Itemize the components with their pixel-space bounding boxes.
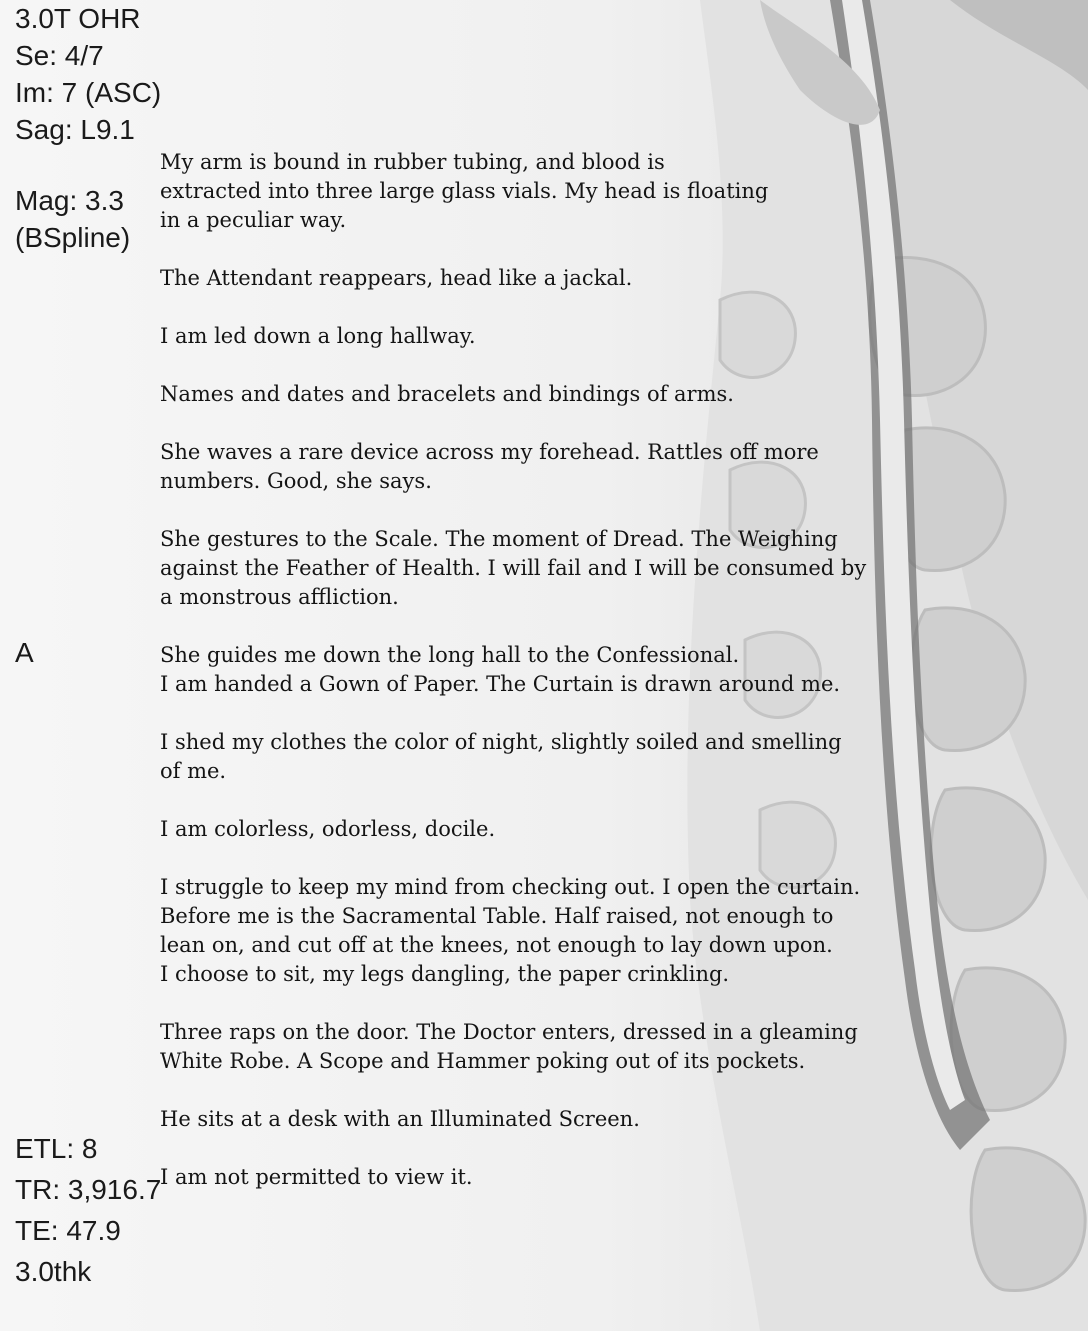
- poem-line: She waves a rare device across my forehead. Rattles off more: [160, 440, 819, 464]
- poem-stanza: [160, 264, 880, 293]
- poem-line: of me.: [160, 759, 227, 783]
- mri-series: Se: 4/7: [15, 40, 104, 71]
- poem-line: Three raps on the door. The Doctor enters, dressed in a gleaming: [160, 1020, 858, 1044]
- poem-stanza: [160, 525, 880, 612]
- poem-stanza: [160, 815, 880, 844]
- poem-stanza: [160, 438, 880, 496]
- mri-orientation-marker: A: [15, 637, 34, 668]
- poem-line: in a peculiar way.: [160, 208, 347, 232]
- poem-stanza: [160, 1018, 880, 1076]
- poem-line: I choose to sit, my legs dangling, the paper crinkling.: [160, 962, 730, 986]
- poem-line: She gestures to the Scale. The moment of Dread. The Weighing: [160, 527, 838, 551]
- poem-line: I struggle to keep my mind from checking out. I open the curtain.: [160, 875, 861, 899]
- mri-etl: ETL: 8: [15, 1133, 98, 1164]
- poem-stanza: [160, 873, 880, 989]
- mri-te: TE: 47.9: [15, 1215, 121, 1246]
- poem-line: Names and dates and bracelets and bindings of arms.: [160, 382, 734, 406]
- poem-line: I am not permitted to view it.: [160, 1165, 473, 1189]
- poem-line: He sits at a desk with an Illuminated Screen.: [160, 1107, 640, 1131]
- poem-line: Before me is the Sacramental Table. Half raised, not enough to: [160, 904, 834, 928]
- poem-line: White Robe. A Scope and Hammer poking out of its pockets.: [160, 1049, 806, 1073]
- mri-magnification: Mag: 3.3: [15, 185, 124, 216]
- mri-magnification-info: [15, 182, 130, 256]
- poem-line: extracted into three large glass vials. My head is floating: [160, 179, 769, 203]
- poem-line: I shed my clothes the color of night, slightly soiled and smelling: [160, 730, 842, 754]
- poem-stanza: [160, 322, 880, 351]
- mri-acquisition-info: [15, 0, 161, 148]
- poem-line: numbers. Good, she says.: [160, 469, 432, 493]
- poem-line: against the Feather of Health. I will fail and I will be consumed by: [160, 556, 867, 580]
- mri-interpolation: (BSpline): [15, 222, 131, 253]
- poem-stanza: [160, 641, 880, 699]
- poem-stanza: [160, 148, 880, 235]
- poem-line: She guides me down the long hall to the Confessional.: [160, 643, 740, 667]
- mri-sagittal-position: Sag: L9.1: [15, 114, 135, 145]
- poem-stanza: [160, 728, 880, 786]
- poem-line: a monstrous affliction.: [160, 585, 399, 609]
- poem-line: I am handed a Gown of Paper. The Curtain is drawn around me.: [160, 672, 841, 696]
- poem-line: The Attendant reappears, head like a jackal.: [160, 266, 633, 290]
- poem-stanza: [160, 380, 880, 409]
- poem-line: lean on, and cut off at the knees, not enough to lay down upon.: [160, 933, 833, 957]
- poem-stanza: [160, 1105, 880, 1134]
- mri-image-number: Im: 7 (ASC): [15, 77, 162, 108]
- mri-sequence-parameters: [15, 1128, 161, 1292]
- mri-slice-thickness: 3.0thk: [15, 1256, 92, 1287]
- poem-stanza: [160, 1163, 880, 1192]
- poem-line: My arm is bound in rubber tubing, and blood is: [160, 150, 665, 174]
- poem-text: [160, 148, 880, 1221]
- poem-line: I am colorless, odorless, docile.: [160, 817, 496, 841]
- poem-line: I am led down a long hallway.: [160, 324, 476, 348]
- mri-field-strength: 3.0T OHR: [15, 3, 141, 34]
- mri-tr: TR: 3,916.7: [15, 1174, 162, 1205]
